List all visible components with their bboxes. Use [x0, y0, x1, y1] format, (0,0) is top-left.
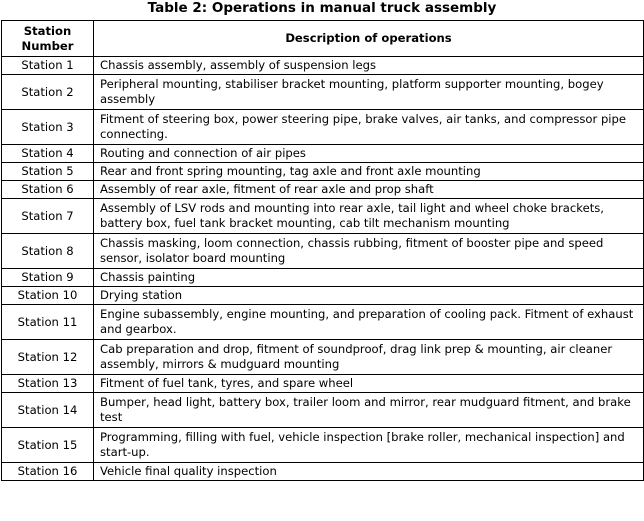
- table-row: [2, 181, 644, 199]
- station-cell: Station 2: [2, 75, 94, 110]
- description-cell: Cab preparation and drop, fitment of soundproof, drag link prep & mounting, air cleaner assembly, mirrors & mudguard mounting: [94, 340, 644, 375]
- station-cell: Station 7: [2, 199, 94, 234]
- table-row: [2, 340, 644, 375]
- table-row: [2, 199, 644, 234]
- table-row: [2, 75, 644, 110]
- station-cell: Station 11: [2, 305, 94, 340]
- description-cell: Fitment of fuel tank, tyres, and spare wheel: [94, 375, 644, 393]
- table-row: [2, 57, 644, 75]
- station-cell: Station 4: [2, 145, 94, 163]
- table-row: [2, 145, 644, 163]
- table-caption: Table 2: Operations in manual truck assembly: [147, 0, 497, 16]
- station-cell: Station 5: [2, 163, 94, 181]
- description-cell: Chassis assembly, assembly of suspension legs: [94, 57, 644, 75]
- table-row: [2, 234, 644, 269]
- description-cell: Engine subassembly, engine mounting, and preparation of cooling pack. Fitment of exhaust and gearbox.: [94, 305, 644, 340]
- description-cell: Assembly of LSV rods and mounting into rear axle, tail light and wheel choke brackets, battery box, fuel tank bracket mounting, cab tilt mechanism mounting: [94, 199, 644, 234]
- operations-table: [1, 20, 644, 481]
- station-cell: Station 10: [2, 287, 94, 305]
- description-cell: Assembly of rear axle, fitment of rear axle and prop shaft: [94, 181, 644, 199]
- description-cell: Chassis masking, loom connection, chassis rubbing, fitment of booster pipe and speed sensor, isolator board mounting: [94, 234, 644, 269]
- station-cell: Station 3: [2, 110, 94, 145]
- description-cell: Fitment of steering box, power steering pipe, brake valves, air tanks, and compressor pipe connecting.: [94, 110, 644, 145]
- table-row: [2, 463, 644, 481]
- header-description: Description of operations: [94, 21, 644, 57]
- station-cell: Station 12: [2, 340, 94, 375]
- description-cell: Rear and front spring mounting, tag axle and front axle mounting: [94, 163, 644, 181]
- description-cell: Drying station: [94, 287, 644, 305]
- table-row: [2, 110, 644, 145]
- station-cell: Station 13: [2, 375, 94, 393]
- table-row: [2, 269, 644, 287]
- station-cell: Station 14: [2, 393, 94, 428]
- station-cell: Station 15: [2, 428, 94, 463]
- table-header-row: [2, 21, 644, 57]
- description-cell: Bumper, head light, battery box, trailer loom and mirror, rear mudguard fitment, and brake test: [94, 393, 644, 428]
- table-row: [2, 305, 644, 340]
- station-cell: Station 1: [2, 57, 94, 75]
- station-cell: Station 16: [2, 463, 94, 481]
- station-cell: Station 8: [2, 234, 94, 269]
- header-station-number: Station Number: [2, 21, 94, 57]
- table-row: [2, 375, 644, 393]
- table-row: [2, 428, 644, 463]
- description-cell: Vehicle final quality inspection: [94, 463, 644, 481]
- description-cell: Peripheral mounting, stabiliser bracket mounting, platform supporter mounting, bogey assembly: [94, 75, 644, 110]
- station-cell: Station 9: [2, 269, 94, 287]
- description-cell: Chassis painting: [94, 269, 644, 287]
- table-row: [2, 163, 644, 181]
- description-cell: Programming, filling with fuel, vehicle inspection [brake roller, mechanical inspection] and start-up.: [94, 428, 644, 463]
- table-row: [2, 287, 644, 305]
- station-cell: Station 6: [2, 181, 94, 199]
- table-row: [2, 393, 644, 428]
- description-cell: Routing and connection of air pipes: [94, 145, 644, 163]
